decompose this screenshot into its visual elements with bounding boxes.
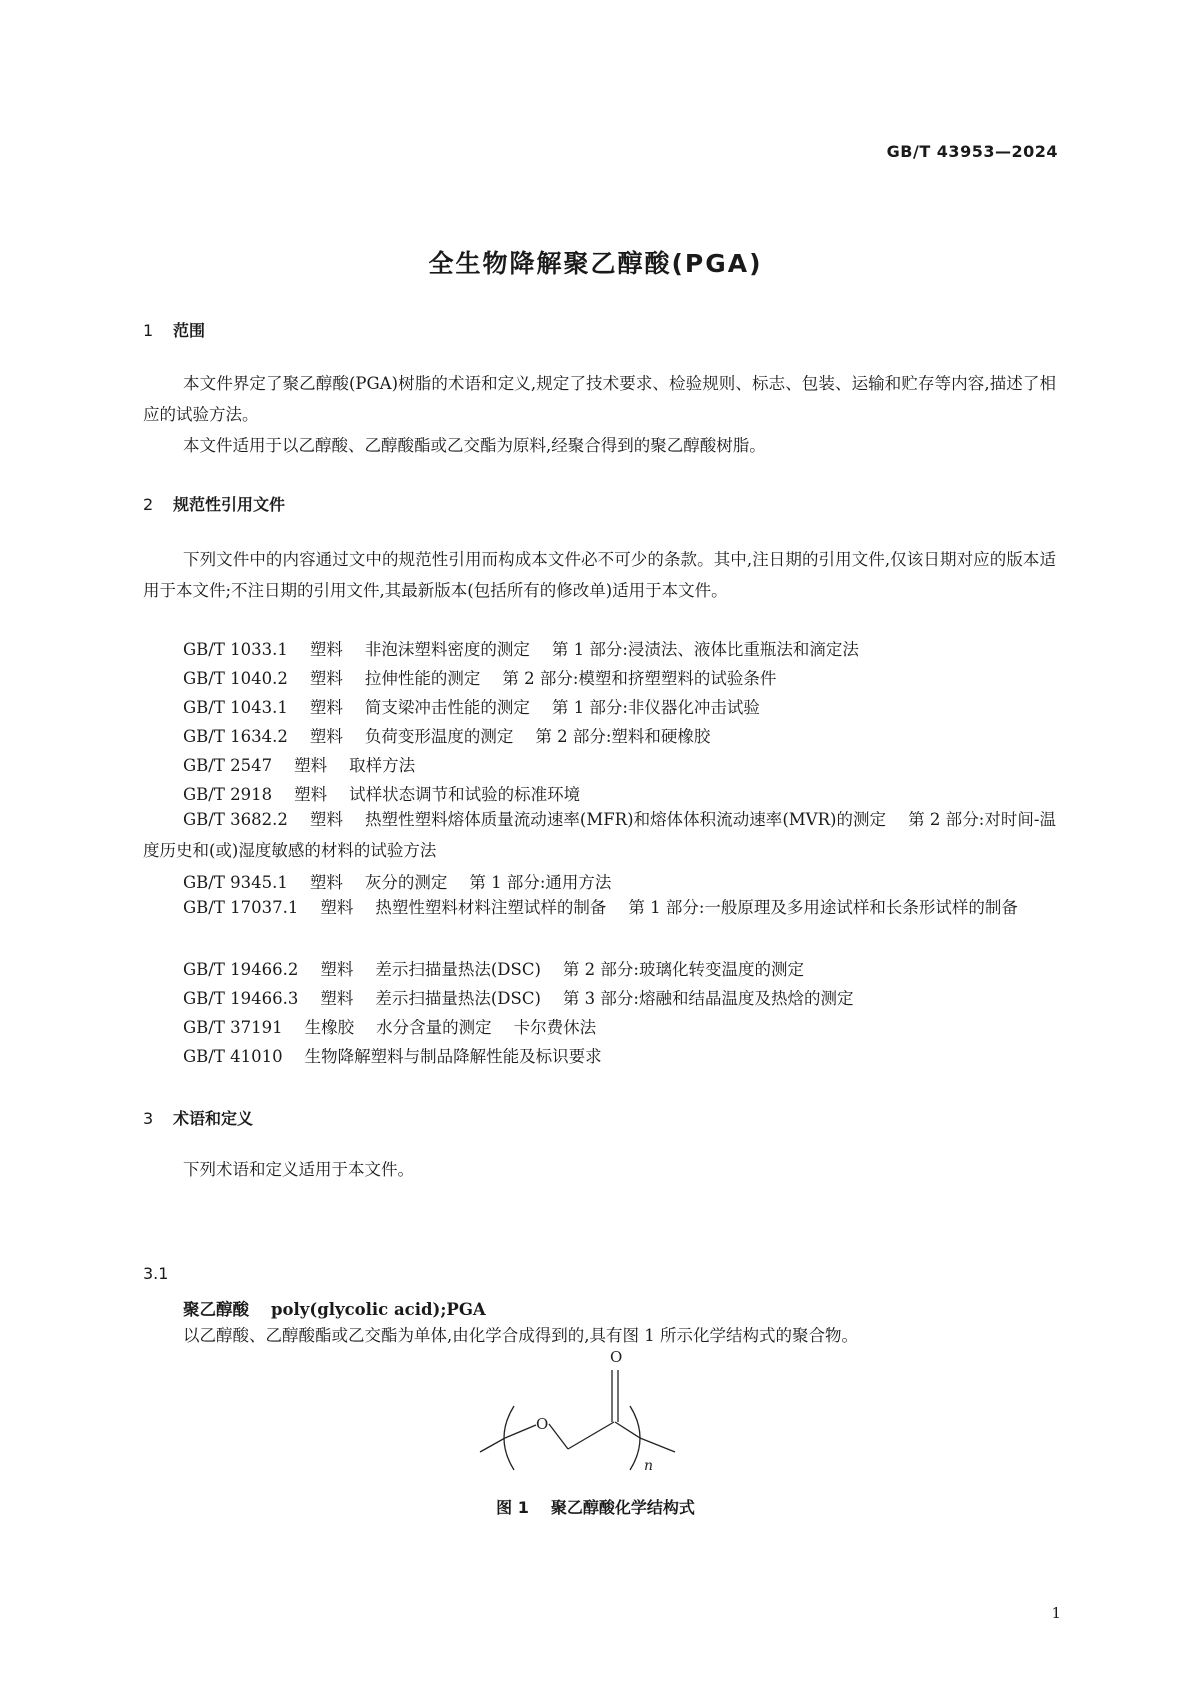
ref-part: 塑料	[309, 873, 343, 892]
page-number: 1	[1051, 1604, 1061, 1622]
ref-part: 负荷变形温度的测定	[364, 727, 514, 746]
bond-line	[549, 1424, 568, 1449]
ref-part: 第 2 部分:玻璃化转变温度的测定	[562, 960, 804, 979]
section-title: 范围	[173, 321, 206, 340]
term-number: 3.1	[143, 1264, 169, 1283]
ref-code: GB/T 41010	[183, 1047, 283, 1066]
term-name-en: poly(glycolic acid);PGA	[271, 1300, 486, 1319]
bond-line	[505, 1425, 536, 1438]
section-title: 规范性引用文件	[173, 495, 286, 514]
ref-part: 拉伸性能的测定	[364, 669, 481, 688]
section-title: 术语和定义	[173, 1109, 254, 1128]
standard-code: GB/T 43953—2024	[886, 142, 1058, 161]
term-name-cn: 聚乙醇酸	[183, 1300, 249, 1319]
ref-part: 塑料	[309, 727, 343, 746]
section-heading-terms	[143, 1106, 253, 1129]
reference-item	[183, 869, 611, 893]
ref-part: 塑料	[320, 989, 354, 1008]
ref-part: 第 3 部分:熔融和结晶温度及热焓的测定	[562, 989, 854, 1008]
ref-part: 第 1 部分:一般原理及多用途试样和长条形试样的制备	[628, 898, 1018, 917]
ref-part: 塑料	[320, 960, 354, 979]
ref-part: 塑料	[294, 785, 328, 804]
ref-part: 第 1 部分:非仪器化冲击试验	[551, 698, 760, 717]
reference-item	[183, 694, 760, 718]
ref-part: 卡尔费休法	[513, 1018, 597, 1037]
ref-part: 塑料	[309, 810, 343, 829]
reference-item	[183, 665, 776, 689]
ref-code: GB/T 17037.1	[183, 898, 299, 917]
ref-part: 灰分的测定	[364, 873, 448, 892]
figure-caption	[0, 1495, 1191, 1518]
section-heading-scope	[143, 318, 205, 341]
ref-code: GB/T 1033.1	[183, 640, 288, 659]
ref-part: 热塑性塑料熔体质量流动速率(MFR)和熔体体积流动速率(MVR)的测定	[364, 810, 887, 829]
ref-part: 第 2 部分:塑料和硬橡胶	[535, 727, 711, 746]
reference-item	[183, 985, 853, 1009]
figure-label: 图 1	[496, 1498, 529, 1517]
ref-part: 试样状态调节和试验的标准环境	[349, 785, 581, 804]
ref-code: GB/T 2918	[183, 785, 273, 804]
ref-part: 水分含量的测定	[376, 1018, 492, 1037]
figure-caption-text: 聚乙醇酸化学结构式	[550, 1498, 695, 1517]
terms-intro: 下列术语和定义适用于本文件。	[183, 1160, 414, 1179]
scope-paragraph-2: 本文件适用于以乙醇酸、乙醇酸酯或乙交酯为原料,经聚合得到的聚乙醇酸树脂。	[183, 436, 766, 455]
ref-part: 塑料	[294, 756, 328, 775]
ref-code: GB/T 2547	[183, 756, 273, 775]
right-bracket	[630, 1406, 640, 1470]
oxygen-chain-atom: O	[536, 1415, 549, 1433]
ref-code: GB/T 19466.3	[183, 989, 299, 1008]
ref-code: GB/T 9345.1	[183, 873, 288, 892]
document-title: 全生物降解聚乙醇酸(PGA)	[428, 249, 763, 278]
ref-part: 差示扫描量热法(DSC)	[375, 989, 541, 1008]
ref-part: 第 1 部分:浸渍法、液体比重瓶法和滴定法	[551, 640, 859, 659]
reference-item	[143, 804, 1056, 866]
ref-code: GB/T 1634.2	[183, 727, 288, 746]
bond-line	[568, 1422, 614, 1449]
reference-item	[183, 723, 710, 747]
repeat-subscript: n	[644, 1458, 654, 1474]
oxygen-carbonyl-atom: O	[610, 1348, 623, 1366]
ref-part: 塑料	[309, 669, 343, 688]
ref-part: 塑料	[320, 898, 354, 917]
ref-part: 取样方法	[349, 756, 416, 775]
ref-part: 生橡胶	[304, 1018, 355, 1037]
normative-intro: 下列文件中的内容通过文中的规范性引用而构成本文件必不可少的条款。其中,注日期的引用文件,仅该日期对应的版本适用于本文件;不注日期的引用文件,其最新版本(包括所有的修改单)适用于本文件。	[143, 550, 1056, 600]
bond-line	[480, 1438, 505, 1452]
ref-code: GB/T 1040.2	[183, 669, 288, 688]
reference-item	[183, 752, 415, 776]
bond-line	[615, 1422, 640, 1438]
ref-part: 简支梁冲击性能的测定	[364, 698, 530, 717]
ref-code: GB/T 37191	[183, 1018, 283, 1037]
term-definition: 以乙醇酸、乙醇酸酯或乙交酯为单体,由化学合成得到的,具有图 1 所示化学结构式的聚合物。	[183, 1326, 858, 1345]
section-number: 1	[143, 321, 154, 340]
ref-part: 第 1 部分:通用方法	[469, 873, 612, 892]
section-number: 2	[143, 495, 154, 514]
ref-part: 生物降解塑料与制品降解性能及标识要求	[304, 1047, 602, 1066]
ref-part: 第 2 部分:对时间-温度历史和(或)湿度敏感的材料的试验方法	[143, 810, 1057, 860]
ref-part: 塑料	[309, 698, 343, 717]
section-heading-normative	[143, 492, 285, 515]
ref-part: 第 2 部分:模塑和挤塑塑料的试验条件	[502, 669, 777, 688]
ref-code: GB/T 1043.1	[183, 698, 288, 717]
ref-part: 塑料	[309, 640, 343, 659]
ref-code: GB/T 19466.2	[183, 960, 299, 979]
reference-item	[143, 892, 1056, 923]
section-number: 3	[143, 1109, 154, 1128]
term-name	[183, 1296, 486, 1320]
ref-code: GB/T 3682.2	[183, 810, 288, 829]
reference-item	[183, 1043, 602, 1067]
scope-paragraph-1: 本文件界定了聚乙醇酸(PGA)树脂的术语和定义,规定了技术要求、检验规则、标志、包装、运输和贮存等内容,描述了相应的试验方法。	[143, 374, 1056, 424]
reference-item	[183, 1014, 596, 1038]
ref-part: 非泡沫塑料密度的测定	[364, 640, 530, 659]
pga-structure-diagram	[470, 1340, 730, 1480]
bond-line	[640, 1438, 675, 1452]
ref-part: 热塑性塑料材料注塑试样的制备	[375, 898, 607, 917]
ref-part: 差示扫描量热法(DSC)	[375, 960, 541, 979]
reference-item	[183, 636, 859, 660]
reference-item	[183, 956, 804, 980]
reference-item	[183, 781, 580, 805]
